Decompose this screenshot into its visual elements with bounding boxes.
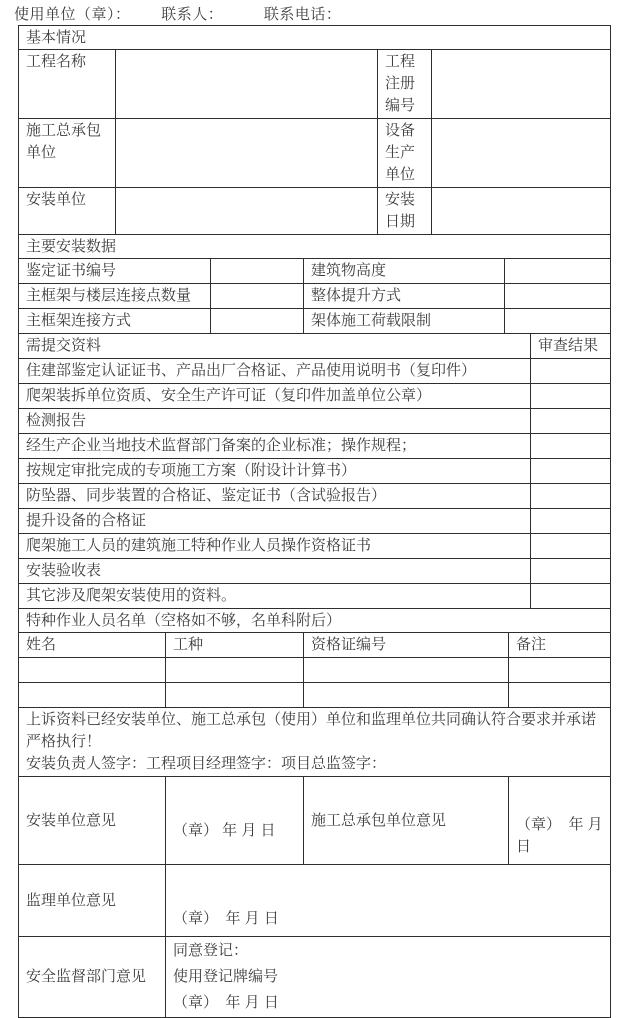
personnel-row [19,683,611,708]
material-item: 防坠器、同步装置的合格证、鉴定证书（含试验报告） [19,484,531,509]
frame-floor-connections-field[interactable] [211,284,304,309]
personnel-cert-no-field[interactable] [304,658,509,683]
review-result-field[interactable] [531,359,611,384]
personnel-header-remark: 备注 [509,633,611,658]
lifting-method-field[interactable] [505,284,611,309]
contact-label: 联系人： [161,6,224,23]
personnel-opinions-table [18,608,611,1018]
frame-connection-method-label: 主框架连接方式 [19,309,211,334]
review-result-field[interactable] [531,434,611,459]
personnel-remark-field[interactable] [509,683,611,708]
general-contractor-field[interactable] [116,119,378,188]
building-height-field[interactable] [505,259,611,284]
review-result-field[interactable] [531,409,611,434]
submit-materials-section-title: 需提交资料 [19,334,531,359]
frame-connection-method-field[interactable] [211,309,304,334]
phone-label: 联系电话： [263,6,342,23]
equipment-manufacturer-field[interactable] [432,119,611,188]
install-data-section-title: 主要安装数据 [19,235,611,259]
install-date-field[interactable] [432,188,611,235]
signature-labels: 安装负责人签字：工程项目经理签字：项目总监签字： [26,755,387,772]
review-result-field[interactable] [531,509,611,534]
material-item: 爬架装拆单位资质、安全生产许可证（复印件加盖单位公章） [19,384,531,409]
use-unit-label: 使用单位（章）： [14,6,131,23]
basic-info-section-title: 基本情况 [19,26,611,50]
install-date-label: 安装日期 [378,188,432,235]
load-limit-field[interactable] [505,309,611,334]
personnel-remark-field[interactable] [509,658,611,683]
personnel-section-title: 特种作业人员名单（空格如不够，名单科附后） [19,609,611,633]
material-item: 住建部鉴定认证证书、产品出厂合格证、产品使用说明书（复印件） [19,359,531,384]
material-item: 检测报告 [19,409,531,434]
install-unit-label: 安装单位 [19,188,116,235]
personnel-cert-no-field[interactable] [304,683,509,708]
general-contractor-label: 施工总承包单位 [19,119,116,188]
review-result-field[interactable] [531,484,611,509]
install-unit-opinion-label: 安装单位意见 [19,777,166,865]
material-item: 按规定审批完成的专项施工方案（附设计计算书） [19,459,531,484]
frame-floor-connections-label: 主框架与楼层连接点数量 [19,284,211,309]
confirmation-cell [19,708,611,777]
personnel-header-cert-no: 资格证编号 [304,633,509,658]
basic-info-table [18,25,611,235]
safety-reg-plate-line: 使用登记牌编号 [173,968,279,985]
material-item: 提升设备的合格证 [19,509,531,534]
safety-dept-content[interactable] [166,937,611,1018]
personnel-header-trade: 工种 [166,633,304,658]
building-height-label: 建筑物高度 [304,259,505,284]
material-item: 其它涉及爬架安装使用的资料。 [19,584,531,609]
submit-materials-table [18,333,611,609]
load-limit-label: 架体施工荷载限制 [304,309,505,334]
review-result-field[interactable] [531,584,611,609]
safety-seal-date: （章） 年 月 日 [173,994,279,1011]
review-result-field[interactable] [531,459,611,484]
material-item: 经生产企业当地技术监督部门备案的企业标准；操作规程； [19,434,531,459]
material-item: 安装验收表 [19,559,531,584]
safety-agree-line: 同意登记： [173,942,249,959]
install-unit-seal-date[interactable]: （章） 年 月 日 [166,777,304,865]
review-result-field[interactable] [531,534,611,559]
personnel-name-field[interactable] [19,683,166,708]
material-item: 爬架施工人员的建筑施工特种作业人员操作资格证书 [19,534,531,559]
install-unit-field[interactable] [116,188,378,235]
cert-no-label: 鉴定证书编号 [19,259,211,284]
project-name-field[interactable] [116,50,378,119]
equipment-manufacturer-label: 设备生产单位 [378,119,432,188]
supervisor-opinion-label: 监理单位意见 [19,865,166,937]
supervisor-seal-date[interactable]: （章） 年 月 日 [166,865,611,937]
personnel-header-name: 姓名 [19,633,166,658]
lifting-method-label: 整体提升方式 [304,284,505,309]
safety-dept-opinion-label: 安全监督部门意见 [19,937,166,1018]
review-result-field[interactable] [531,559,611,584]
review-result-header: 审查结果 [531,334,611,359]
project-reg-no-field[interactable] [432,50,611,119]
cert-no-field[interactable] [211,259,304,284]
personnel-trade-field[interactable] [166,658,304,683]
review-result-field[interactable] [531,384,611,409]
install-data-table [18,234,611,334]
form-header-line [14,3,341,24]
personnel-trade-field[interactable] [166,683,304,708]
contractor-opinion-label: 施工总承包单位意见 [304,777,509,865]
personnel-name-field[interactable] [19,658,166,683]
contractor-seal-date[interactable]: （章） 年 月 日 [509,777,611,865]
personnel-row [19,658,611,683]
project-name-label: 工程名称 [19,50,116,119]
project-reg-no-label: 工程注册编号 [378,50,432,119]
registration-form [18,25,610,1018]
confirmation-statement: 上诉资料已经安装单位、施工总承包（使用）单位和监理单位共同确认符合要求并承诺严格执行！ [26,711,597,750]
